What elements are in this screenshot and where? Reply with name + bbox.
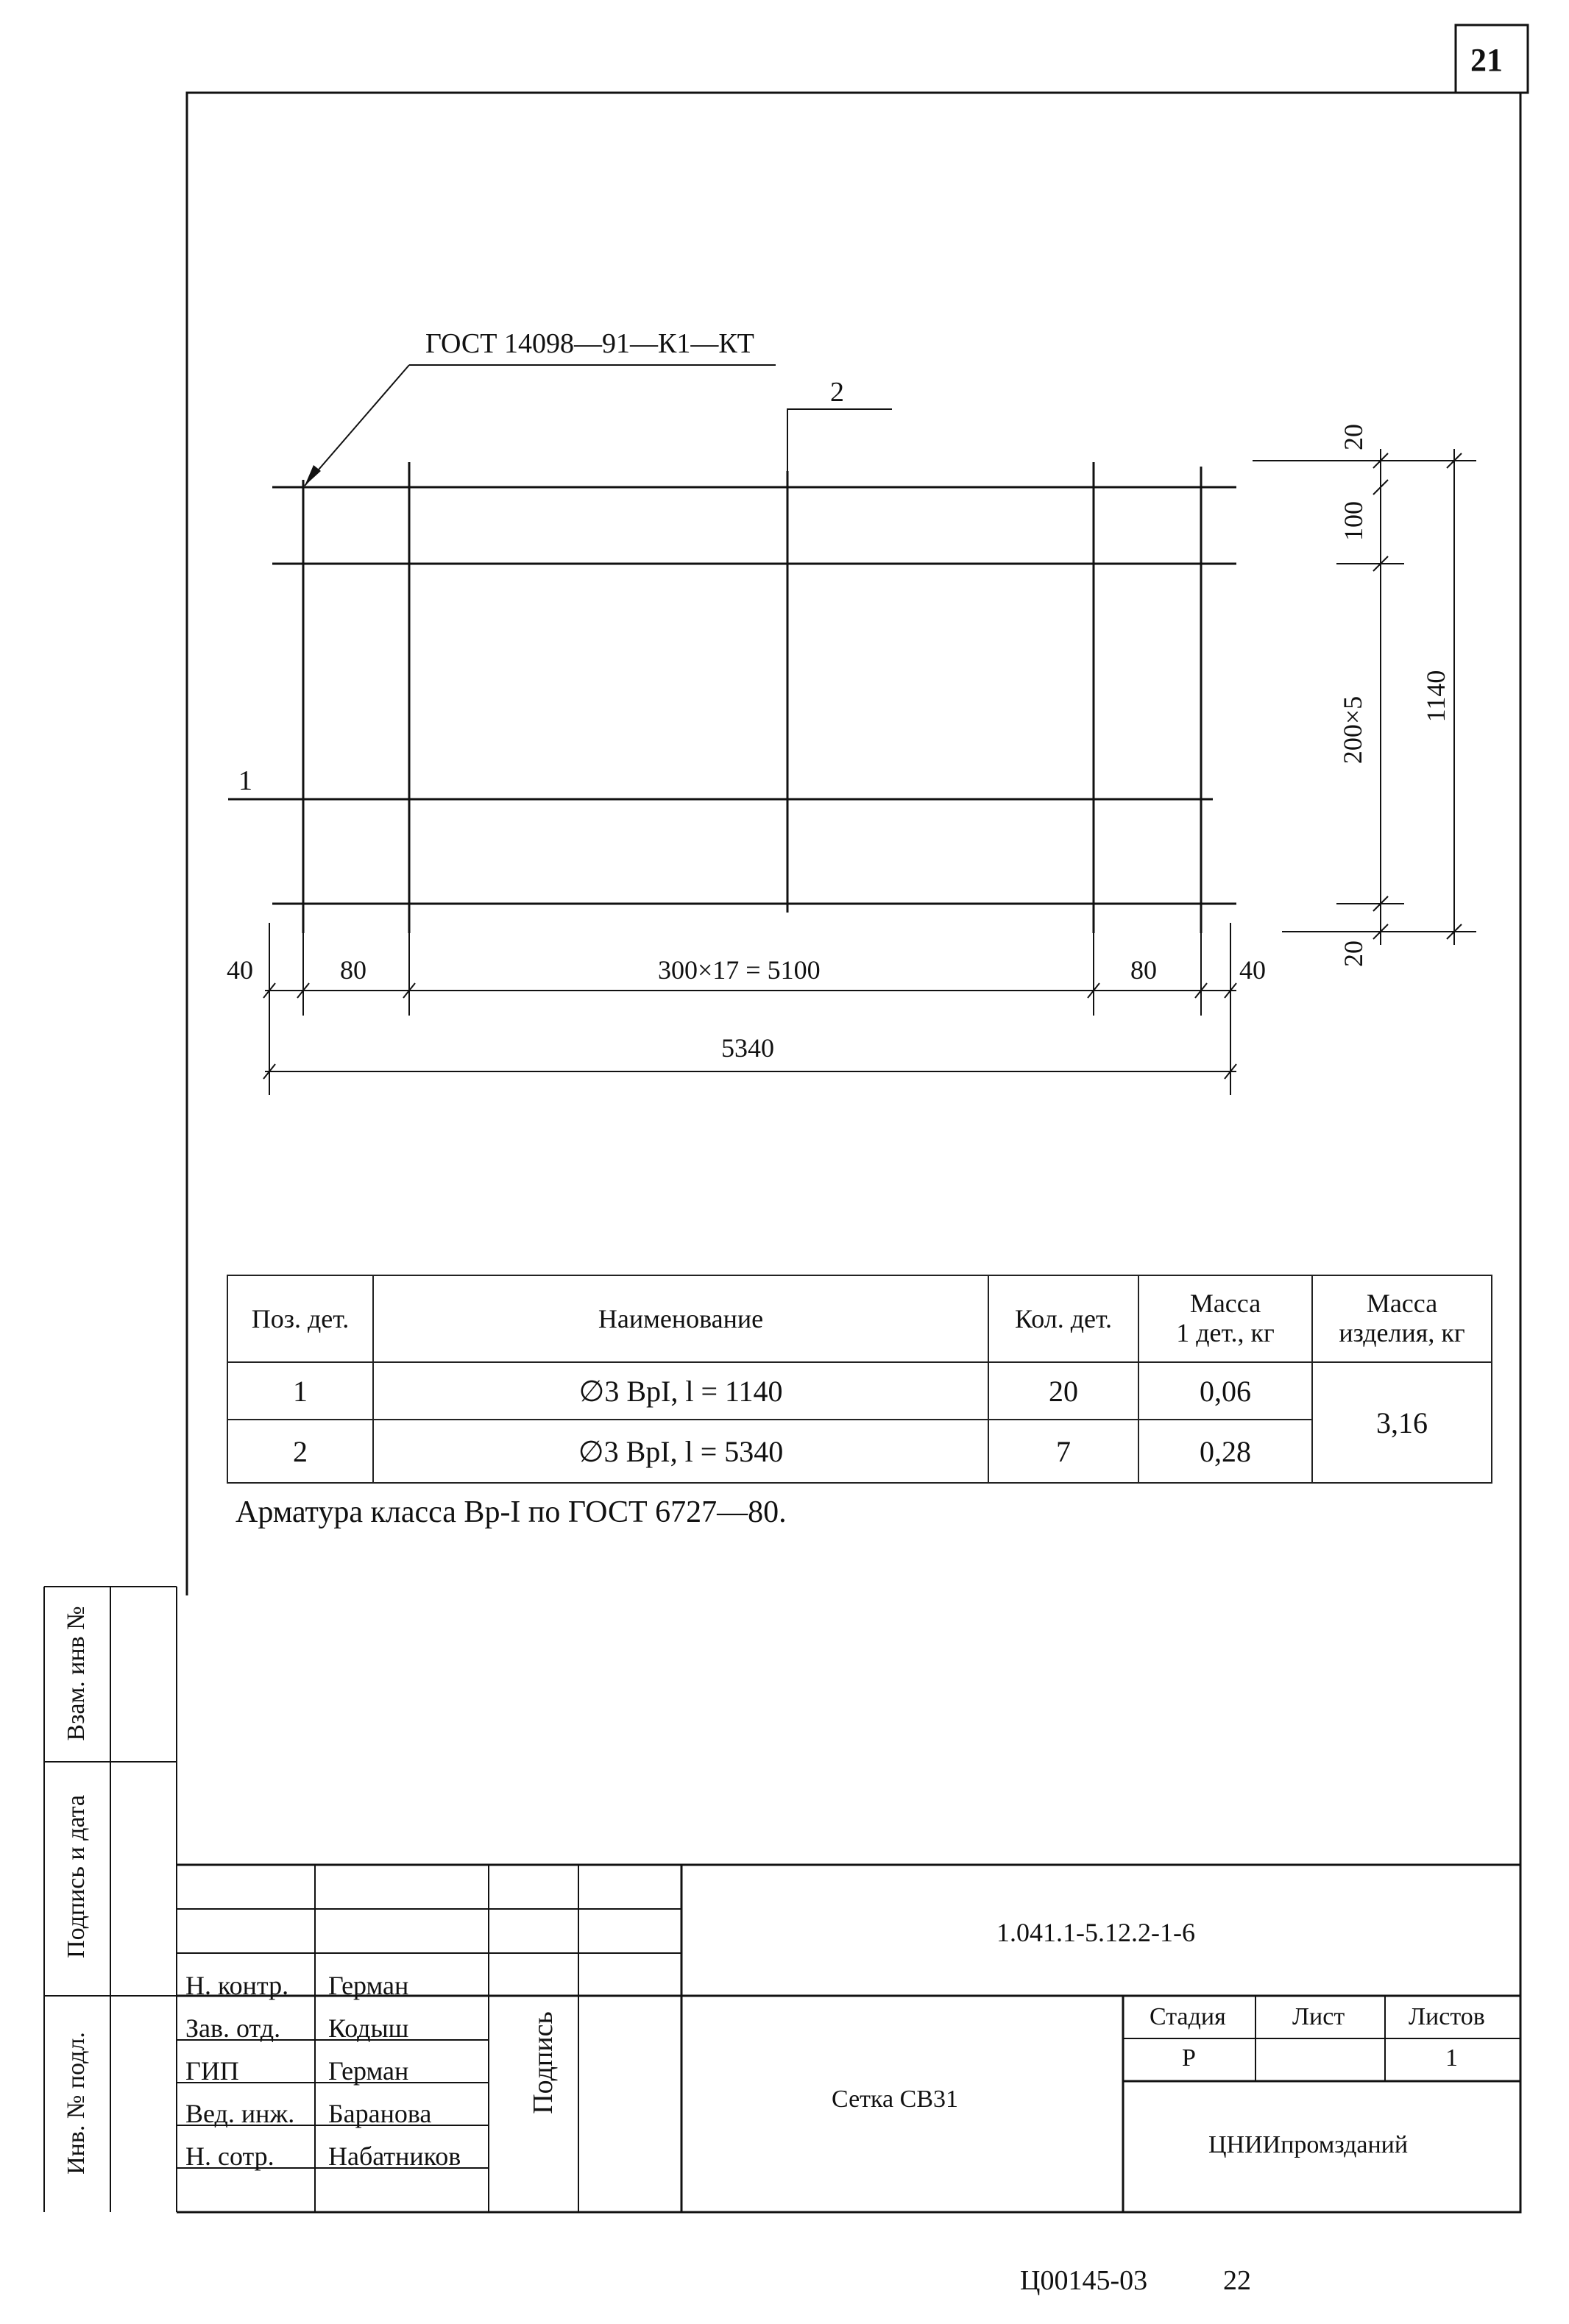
- page-number: 21: [1470, 42, 1503, 78]
- total-mass: 3,16: [1312, 1362, 1492, 1483]
- role-gip: ГИП: [185, 2056, 239, 2086]
- row-qty: 20: [988, 1362, 1138, 1420]
- row-pos: 1: [227, 1362, 373, 1420]
- header-mass-one-l1: Масса: [1189, 1289, 1261, 1319]
- organization: ЦНИИпромзданий: [1208, 2131, 1409, 2158]
- side-stamp-podpis-data: Подпись и дата: [63, 1795, 90, 1958]
- table-row: [227, 1362, 1492, 1420]
- position-1-label: 1: [238, 765, 252, 796]
- dim-left-80: 80: [340, 955, 366, 985]
- gost-label: ГОСТ 14098—91—К1—КТ: [425, 328, 754, 359]
- name-zav-otd: Кодыш: [328, 2013, 409, 2043]
- doc-code: 1.041.1-5.12.2-1-6: [996, 1918, 1195, 1947]
- dim-total-length: 5340: [721, 1033, 774, 1063]
- dim-top-20: 20: [1339, 424, 1368, 450]
- header-mass-one-l2: 1 дет., кг: [1176, 1318, 1275, 1347]
- footer-page: 22: [1223, 2265, 1251, 2296]
- dim-200x5: 200×5: [1338, 695, 1367, 765]
- dim-left-40: 40: [227, 955, 253, 985]
- header-mass-one: [1138, 1275, 1312, 1362]
- dim-100: 100: [1339, 501, 1368, 541]
- spec-header-row: [227, 1275, 1492, 1362]
- role-zav-otd: Зав. отд.: [185, 2013, 281, 2043]
- name-ved-inzh: Баранова: [328, 2099, 432, 2128]
- sheet-frame: [177, 93, 1520, 2212]
- side-stamp-inv-podl: Инв. № подл.: [63, 2032, 90, 2175]
- dim-bottom-20: 20: [1339, 940, 1368, 967]
- signature-label: Подпись: [528, 2011, 559, 2114]
- name-n-sotr: Набатников: [328, 2141, 461, 2171]
- table-row: [227, 1420, 1492, 1483]
- leaders: [305, 365, 892, 486]
- header-mass-total: [1312, 1275, 1492, 1362]
- dim-right-80: 80: [1130, 955, 1157, 985]
- row-pos: 2: [227, 1420, 373, 1483]
- header-pos: Поз. дет.: [227, 1275, 373, 1362]
- position-2-label: 2: [830, 377, 844, 408]
- sheet-label: Лист: [1292, 2003, 1345, 2030]
- dim-total-width: 1140: [1421, 670, 1451, 723]
- stage-value: Р: [1182, 2044, 1196, 2072]
- sheets-value: 1: [1445, 2044, 1458, 2072]
- leader-arrow: [305, 465, 321, 486]
- mesh-cross-bars: [303, 462, 1201, 933]
- header-mass-total-l2: изделия, кг: [1339, 1318, 1465, 1347]
- spec-table: [227, 1275, 1492, 1484]
- dim-middle-5100: 300×17 = 5100: [658, 955, 821, 985]
- header-qty: Кол. дет.: [988, 1275, 1138, 1362]
- dim-right-40: 40: [1239, 955, 1266, 985]
- role-n-sotr: Н. сотр.: [185, 2141, 275, 2171]
- header-mass-total-l1: Масса: [1366, 1289, 1438, 1319]
- note-text: Арматура класса Вр-I по ГОСТ 6727—80.: [235, 1495, 787, 1529]
- stage-label: Стадия: [1150, 2003, 1226, 2030]
- mesh-long-bars: [228, 487, 1236, 904]
- header-name: Наименование: [373, 1275, 988, 1362]
- row-mass: 0,28: [1138, 1420, 1312, 1483]
- drawing-title: Сетка СВ31: [832, 2086, 958, 2113]
- side-stamp-vzam: Взам. инв №: [63, 1606, 90, 1741]
- row-mass: 0,06: [1138, 1362, 1312, 1420]
- footer-code: Ц00145-03: [1020, 2265, 1148, 2296]
- bottom-dimensions: [263, 923, 1236, 1095]
- name-gip: Герман: [328, 2056, 409, 2086]
- sheets-label: Листов: [1409, 2003, 1485, 2030]
- role-ved-inzh: Вед. инж.: [185, 2099, 295, 2128]
- row-name: ∅3 ВрI, l = 1140: [373, 1362, 988, 1420]
- name-n-kontr: Герман: [328, 1971, 409, 2000]
- role-n-kontr: Н. контр.: [185, 1971, 289, 2000]
- row-name: ∅3 ВрI, l = 5340: [373, 1420, 988, 1483]
- row-qty: 7: [988, 1420, 1138, 1483]
